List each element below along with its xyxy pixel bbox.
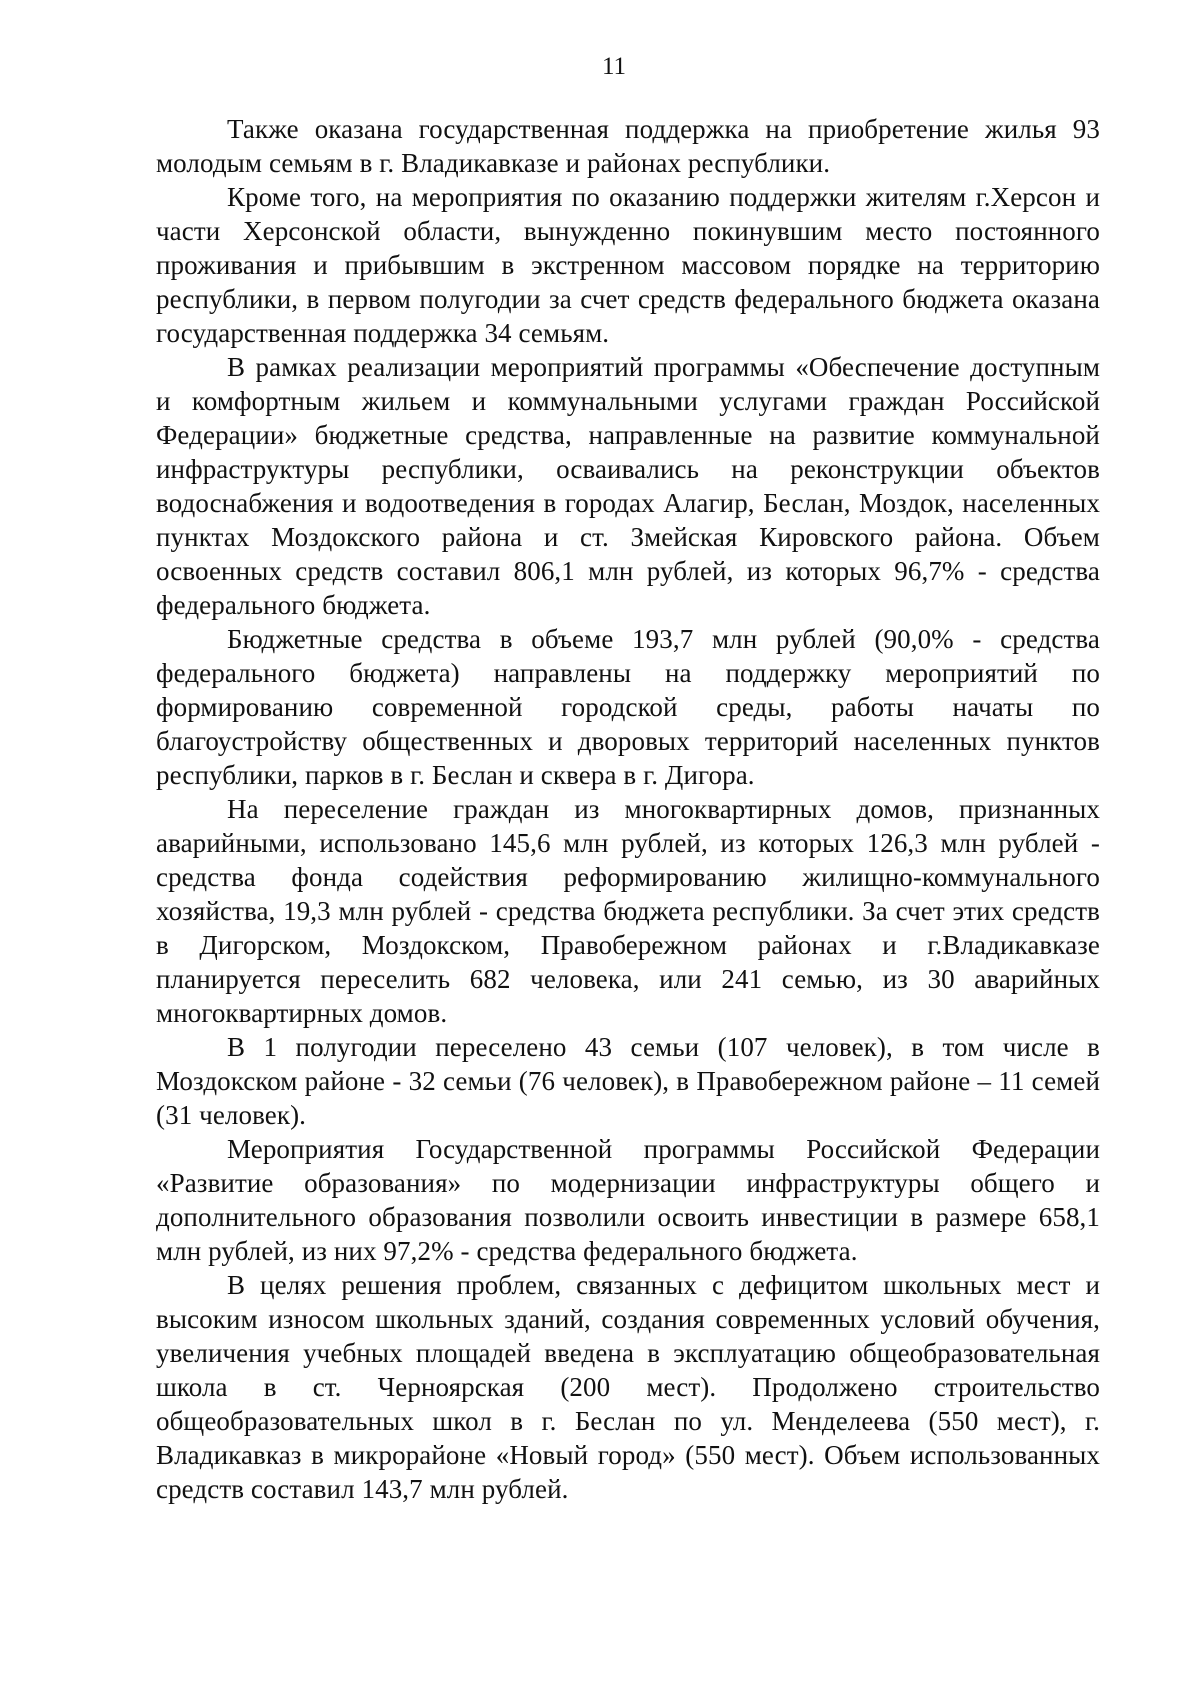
- paragraph-education-program: Мероприятия Государственной программы Российской Федерации «Развитие образования» по модернизации инфраструктуры общего и дополнительного образования позволили освоить инвестиции в размере 658,1 млн рублей, из них 97,2% - средства федерального бюджета.: [156, 1134, 1100, 1266]
- paragraph-resettled-families: В 1 полугодии переселено 43 семьи (107 человек), в том числе в Моздокском районе - 32 семьи (76 человек), в Правобережном районе – 11 семей (31 человек).: [156, 1032, 1100, 1130]
- page-number: 11: [601, 53, 627, 80]
- document-body: [156, 112, 1100, 1506]
- paragraph-utilities-program: В рамках реализации мероприятий программы «Обеспечение доступным и комфортным жильем и коммунальными услугами граждан Российской Федерации» бюджетные средства, направленные на развитие коммунальной инфраструктуры республики, осваивались на реконструкции объектов водоснабжения и водоотведения в городах Алагир, Беслан, Моздок, населенных пунктах Моздокского района и ст. Змейская Кировского района. Объем освоенных средств составил 806,1 млн рублей, из которых 96,7% - средства федерального бюджета.: [156, 352, 1100, 620]
- paragraph-housing-young-families: Также оказана государственная поддержка на приобретение жилья 93 молодым семьям в г. Владикавказе и районах республики.: [156, 114, 1100, 178]
- paragraph-urban-environment: Бюджетные средства в объеме 193,7 млн рублей (90,0% - средства федерального бюджета) направлены на поддержку мероприятий по формированию современной городской среды, работы начаты по благоустройству общественных и дворовых территорий населенных пунктов республики, парков в г. Беслан и сквера в г. Дигора.: [156, 624, 1100, 790]
- paragraph-kherson-support: Кроме того, на мероприятия по оказанию поддержки жителям г.Херсон и части Херсонской области, вынужденно покинувшим место постоянного проживания и прибывшим в экстренном массовом порядке на территорию республики, в первом полугодии за счет средств федерального бюджета оказана государственная поддержка 34 семьям.: [156, 182, 1100, 348]
- paragraph-resettlement: На переселение граждан из многоквартирных домов, признанных аварийными, использовано 145,6 млн рублей, из которых 126,3 млн рублей - средства фонда содействия реформированию жилищно-коммунального хозяйства, 19,3 млн рублей - средства бюджета республики. За счет этих средств в Дигорском, Моздокском, Правобережном районах и г.Владикавказе планируется переселить 682 человека, или 241 семью, из 30 аварийных многоквартирных домов.: [156, 794, 1100, 1028]
- paragraph-school-construction: В целях решения проблем, связанных с дефицитом школьных мест и высоким износом школьных зданий, создания современных условий обучения, увеличения учебных площадей введена в эксплуатацию общеобразовательная школа в ст. Черноярская (200 мест). Продолжено строительство общеобразовательных школ в г. Беслан по ул. Менделеева (550 мест), г. Владикавказ в микрорайоне «Новый город» (550 мест). Объем использованных средств составил 143,7 млн рублей.: [156, 1270, 1100, 1504]
